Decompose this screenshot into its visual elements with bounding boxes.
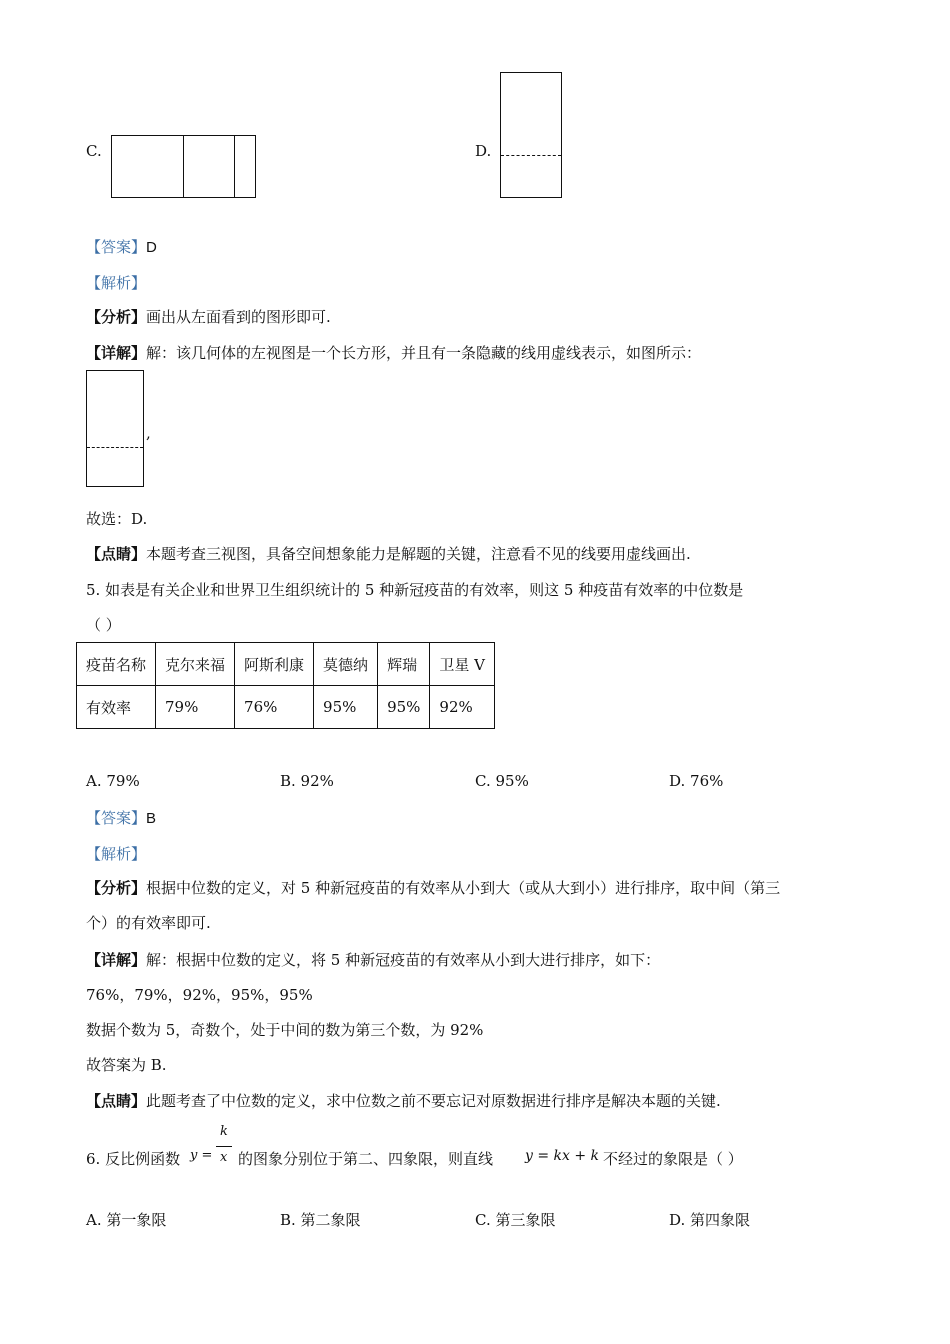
table-cell: 92% bbox=[430, 686, 495, 729]
table-cell: 克尔来福 bbox=[156, 643, 235, 686]
fenxi-line-q4 bbox=[86, 306, 331, 327]
xiangjie-line-q5 bbox=[86, 949, 660, 970]
table-cell: 有效率 bbox=[77, 686, 156, 729]
option-c-label: C. bbox=[86, 142, 102, 160]
left-view-rect bbox=[86, 370, 144, 487]
dianjing-line-q5 bbox=[86, 1090, 721, 1111]
xiangjie-tag: 【详解】 bbox=[86, 951, 147, 969]
answer-value: B bbox=[146, 810, 157, 827]
table-header-row bbox=[77, 643, 495, 686]
q6-option-a: A. 第一象限 bbox=[86, 1211, 167, 1229]
dianjing-text: 本题考查三视图，具备空间想象能力是解题的关键，注意看不见的线要用虚线画出. bbox=[146, 545, 691, 563]
vaccine-table bbox=[76, 642, 495, 729]
q5-option-a: A. 79% bbox=[86, 772, 140, 790]
table-cell: 莫德纳 bbox=[314, 643, 378, 686]
q5-stem-line-1: 5. 如表是有关企业和世界卫生组织统计的 5 种新冠疫苗的有效率，则这 5 种疫苗有效率的中位数是 bbox=[86, 581, 744, 599]
table-cell: 辉瑞 bbox=[378, 643, 430, 686]
option-c-divider-1 bbox=[183, 135, 184, 198]
analysis-tag-q5: 【解析】 bbox=[86, 845, 147, 863]
option-c-divider-2 bbox=[234, 135, 235, 198]
q6-option-b: B. 第二象限 bbox=[280, 1211, 361, 1229]
table-cell: 卫星 V bbox=[430, 643, 495, 686]
q6-option-c: C. 第三象限 bbox=[475, 1211, 556, 1229]
xiangjie-text: 解：该几何体的左视图是一个长方形，并且有一条隐藏的线用虚线表示，如图所示： bbox=[146, 344, 702, 362]
answer-tag: 【答案】 bbox=[86, 238, 147, 256]
count-line: 数据个数为 5，奇数个，处于中间的数为第三个数，为 92% bbox=[86, 1021, 484, 1039]
q5-option-d: D. 76% bbox=[669, 772, 724, 790]
q6-prefix: 6. 反比例函数 bbox=[86, 1150, 181, 1168]
q5-option-b: B. 92% bbox=[280, 772, 334, 790]
dianjing-text: 此题考查了中位数的定义，求中位数之前不要忘记对原数据进行排序是解决本题的关键. bbox=[146, 1092, 721, 1110]
dianjing-line-q4 bbox=[86, 543, 691, 564]
xiangjie-text: 解：根据中位数的定义，将 5 种新冠疫苗的有效率从小到大进行排序，如下： bbox=[146, 951, 661, 969]
q6-y-eq: y = bbox=[190, 1148, 213, 1163]
answer-tag: 【答案】 bbox=[86, 809, 147, 827]
dianjing-tag: 【点睛】 bbox=[86, 545, 147, 563]
q6-denominator: x bbox=[220, 1150, 228, 1165]
table-row bbox=[77, 686, 495, 729]
table-cell: 95% bbox=[314, 686, 378, 729]
xiangjie-line-q4 bbox=[86, 342, 701, 363]
fenxi-line-q5-cont: 个）的有效率即可. bbox=[86, 914, 211, 932]
dianjing-tag: 【点睛】 bbox=[86, 1092, 147, 1110]
q6-numerator: k bbox=[220, 1124, 228, 1139]
table-cell: 79% bbox=[156, 686, 235, 729]
table-cell: 阿斯利康 bbox=[235, 643, 314, 686]
option-d-label: D. bbox=[475, 142, 492, 160]
analysis-tag-q4: 【解析】 bbox=[86, 274, 147, 292]
q6-line-equation: y = kx + k bbox=[525, 1148, 600, 1164]
fenxi-line-q5 bbox=[86, 877, 780, 898]
left-view-dashed-line bbox=[87, 447, 143, 448]
fenxi-text: 画出从左面看到的图形即可. bbox=[146, 308, 331, 326]
xiangjie-tag: 【详解】 bbox=[86, 344, 147, 362]
answer-line-q4 bbox=[86, 236, 157, 257]
table-cell: 疫苗名称 bbox=[77, 643, 156, 686]
q5-option-c: C. 95% bbox=[475, 772, 529, 790]
fenxi-tag: 【分析】 bbox=[86, 308, 147, 326]
q6-fraction-bar bbox=[216, 1146, 232, 1147]
fenxi-text: 根据中位数的定义，对 5 种新冠疫苗的有效率从小到大（或从大到小）进行排序，取中间（第三 bbox=[146, 879, 781, 897]
conclusion-q5: 故答案为 B. bbox=[86, 1056, 167, 1074]
option-d-dashed-line bbox=[501, 155, 561, 156]
table-cell: 95% bbox=[378, 686, 430, 729]
figure-comma: , bbox=[146, 424, 151, 442]
q6-suffix: 不经过的象限是（ ） bbox=[603, 1150, 743, 1168]
table-cell: 76% bbox=[235, 686, 314, 729]
answer-line-q5 bbox=[86, 807, 156, 828]
q5-stem-line-2: （ ） bbox=[86, 616, 121, 634]
sorted-values: 76%，79%，92%，95%，95% bbox=[86, 986, 313, 1004]
fenxi-tag: 【分析】 bbox=[86, 879, 147, 897]
q6-middle: 的图象分别位于第二、四象限，则直线 bbox=[238, 1150, 494, 1168]
q6-option-d: D. 第四象限 bbox=[669, 1211, 751, 1229]
answer-value: D bbox=[146, 239, 157, 256]
option-d-rect bbox=[500, 72, 562, 198]
conclusion-q4: 故选：D. bbox=[86, 510, 148, 528]
